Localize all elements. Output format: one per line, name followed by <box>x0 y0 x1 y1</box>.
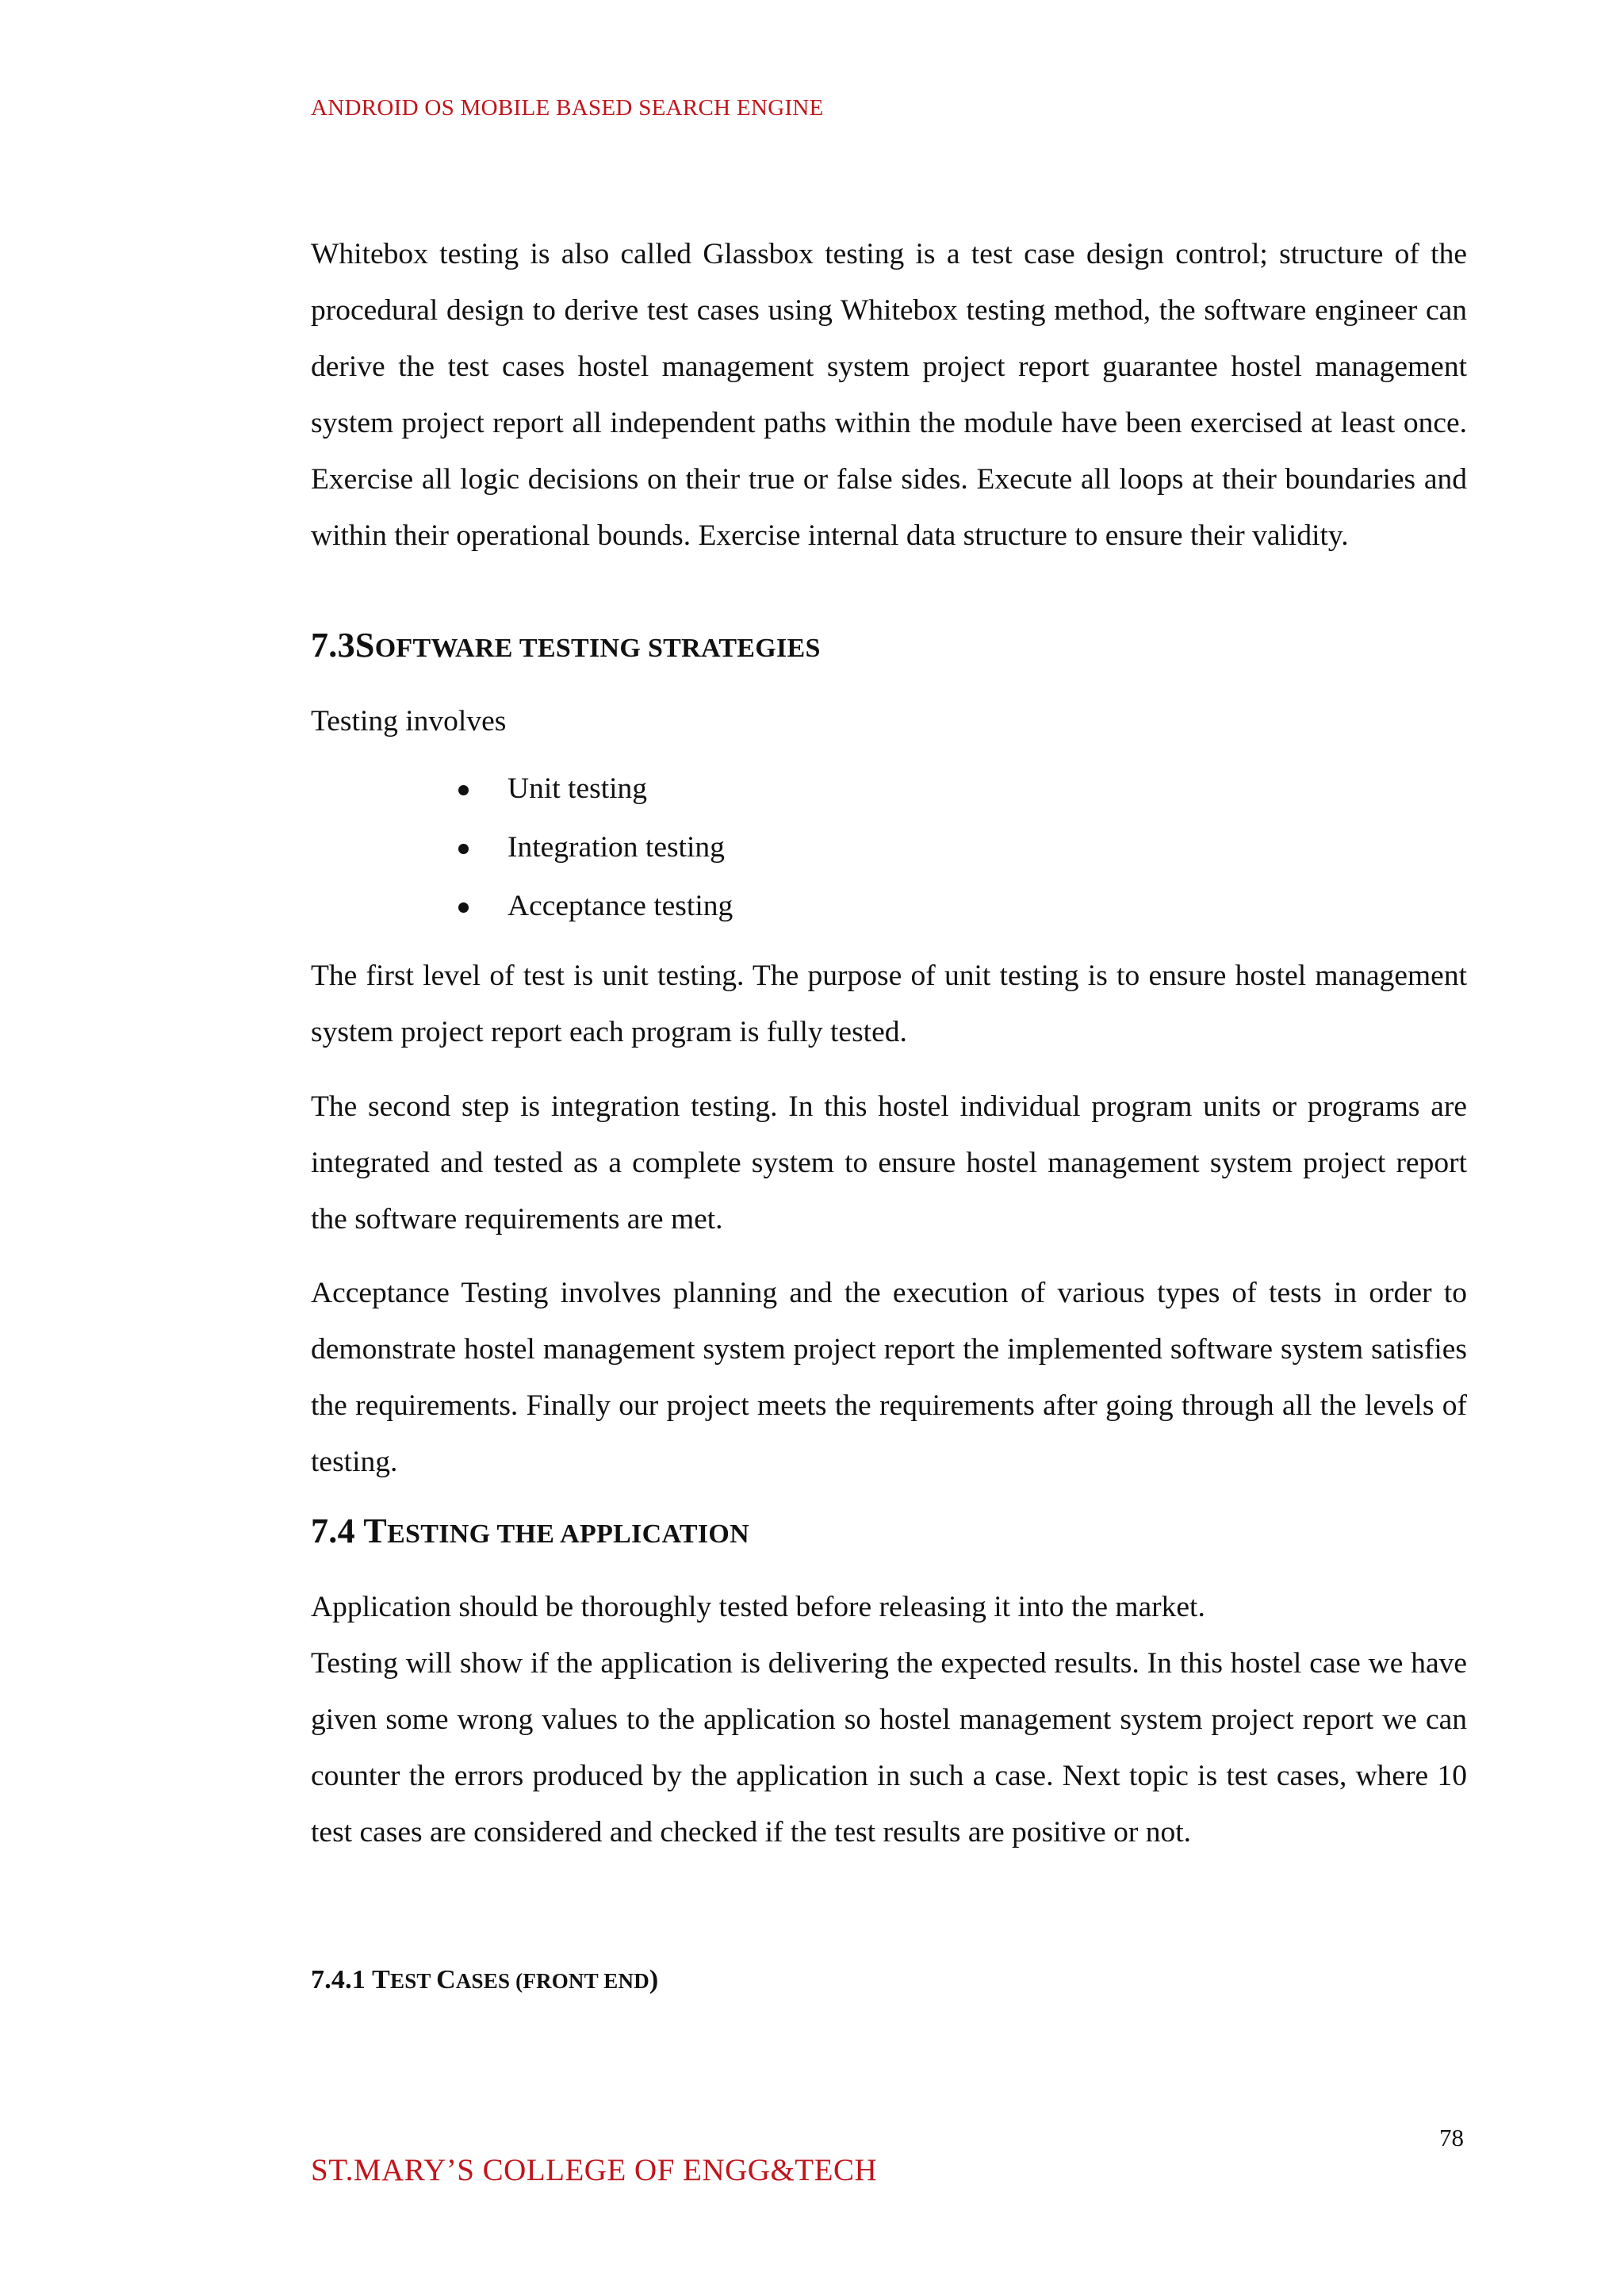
integration-testing-paragraph: The second step is integration testing. In this hostel individual program units or programs are integrated and tested as a complete system to ensure hostel management system project report the software requirements are met. <box>311 1090 1467 1236</box>
running-footer: ST.MARY’S COLLEGE OF ENGG&TECH <box>311 2153 878 2187</box>
list-item: Integration testing <box>458 818 733 877</box>
list-item: Acceptance testing <box>458 877 733 936</box>
section-title-rest: ESTING THE APPLICATION <box>387 1519 749 1549</box>
subsection-heading-7-4-1: 7.4.1 TEST CASES (FRONT END) <box>311 1965 659 1994</box>
unit-testing-paragraph: The first level of test is unit testing. The purpose of unit testing is to ensure hostel management system project report each program is fully tested. <box>311 960 1467 1048</box>
application-tested-line: Application should be thoroughly tested before releasing it into the market. <box>311 1591 1205 1623</box>
testing-involves-lead: Testing involves <box>311 705 507 738</box>
bullet-icon <box>458 902 469 913</box>
bullet-icon <box>458 844 469 854</box>
bullet-icon <box>458 785 469 795</box>
whitebox-paragraph <box>311 226 1467 564</box>
intro-paragraph: Whitebox testing is also called Glassbox testing is a test case design control; structure of the procedural design to derive test cases using Whitebox testing method, the software engineer can derive the test cases hostel management system project report guarantee hostel management system project report all independent paths within the module have been exercised at least once. Exercise all logic decisions on their true or false sides. Execute all loops at their boundaries and within their operational bounds. Exercise internal data structure to ensure their validity. <box>311 238 1467 552</box>
testing-types-list <box>458 760 733 936</box>
section-title-initial: T <box>363 1511 388 1550</box>
testing-results-paragraph: Testing will show if the application is delivering the expected results. In this hostel case we have given some wrong values to the application so hostel management system project report we can counter the errors produced by the application in such a case. Next topic is test cases, where 10 test cases are considered and checked if the test results are positive or not. <box>311 1647 1467 1849</box>
running-header: ANDROID OS MOBILE BASED SEARCH ENGINE <box>311 95 824 121</box>
section-heading-7-4 <box>311 1511 749 1551</box>
acceptance-testing-paragraph: Acceptance Testing involves planning and the execution of various types of tests in order to demonstrate hostel management system project report the implemented software system satisfies the requirements. Finally our project meets the requirements after going through all the levels of testing. <box>311 1277 1467 1478</box>
section-title-initial: S <box>354 626 375 665</box>
list-item: Unit testing <box>458 760 733 818</box>
section-heading-7-3 <box>311 625 821 665</box>
section-number: 7.3 <box>311 626 355 665</box>
section-number: 7.4 <box>311 1511 364 1550</box>
section-title-rest: OFTWARE TESTING STRATEGIES <box>374 634 821 663</box>
page-number: 78 <box>1439 2124 1464 2151</box>
